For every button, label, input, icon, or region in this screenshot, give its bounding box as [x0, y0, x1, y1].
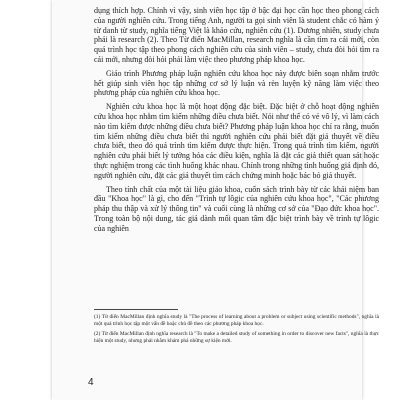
paragraph: Nghiên cứu khoa học là một hoạt động đặc biệt. Đặc biệt ở chỗ hoạt động nghiên cứu khoa học nhằm tìm kiếm những điều chưa biết. Nói như thế có vẻ vô lý, vì làm cách nào tìm kiếm được những điều chưa biết? Phương pháp luận khoa học chỉ ra rằng, muốn tìm kiếm những điều chưa biết thì người nghiên cứu phải biết đặt giả thuyết về điều chưa biết, theo đó quá trình tìm kiếm được thực hiện. Trong quá trình tìm kiếm, người nghiên cứu phải biết lý tưởng hóa các điều kiện, nghĩa là đặt các giả thiết quan sát hoặc thực nghiệm trong các tình huống khác nhau. Chính trong những tình huống giả định đó, người nghiên cứu, đặt các giả thuyết tìm cách chứng minh hoặc bác bỏ giả thuyết.: [94, 102, 379, 180]
body-text: [94, 6, 379, 238]
footnote: (2) Từ điển MacMillan định nghĩa research là "To make a detailed study of something in order to discover new facts", nghĩa là thực hiện một study, nhưng phải nhằm khám phá những sự kiện mới.: [94, 331, 379, 344]
paragraph: Theo tính chất của một tài liệu giáo khoa, cuốn sách trình bày từ các khái niệm ban đầu "Khoa học" là gì, cho đến "Trình tự lôgic của nghiên cứu khoa học", "Các phương pháp thu thập và xử lý thông tin" và cuối cùng là những cơ sở của "Đạo đức khoa học". Trong toàn bộ nội dung, tác giả dành mối quan tâm đặc biệt trình bày về trình tự lôgic của nghiên: [94, 184, 379, 233]
paragraph: dụng thích hợp. Chính vì vậy, sinh viên học tập ở bậc đại học cần học theo phong cách của người nghiên cứu. Trong tiếng Anh, người ta gọi sinh viên là student chắc có hàm ý từ danh từ study, nghĩa tiếng Việt là khảo cứu, nghiên cứu (1). Dương nhiên, study chưa phải là research (2). Theo Từ điển MacMillan, research nghĩa là cần tìm ra cái mới, còn quá trình học tập theo phong cách nghiên cứu của sinh viên – study, chưa đòi hỏi tìm ra cái mới, nhưng đòi hỏi phải làm việc theo phương pháp khoa học.: [94, 6, 379, 64]
footnote-divider: [94, 309, 178, 310]
footnotes: [94, 314, 379, 348]
page-number: 4: [88, 377, 94, 388]
paragraph: Giáo trình Phương pháp luận nghiên cứu khoa học này được biên soạn nhằm trước hết giúp sinh viên học tập những cơ sở lý luận và rèn luyện kỹ năng làm việc theo phương pháp của nghiên cứu khoa học.: [94, 68, 379, 98]
book-page: [52, 0, 379, 400]
footnote: (1) Từ điển MacMillan định nghĩa study là "The process of learning about a problem or subject using scientific methods", nghĩa là một quá trình học tập một vấn đề hoặc chủ đề theo các phương pháp khoa học.: [94, 314, 379, 327]
